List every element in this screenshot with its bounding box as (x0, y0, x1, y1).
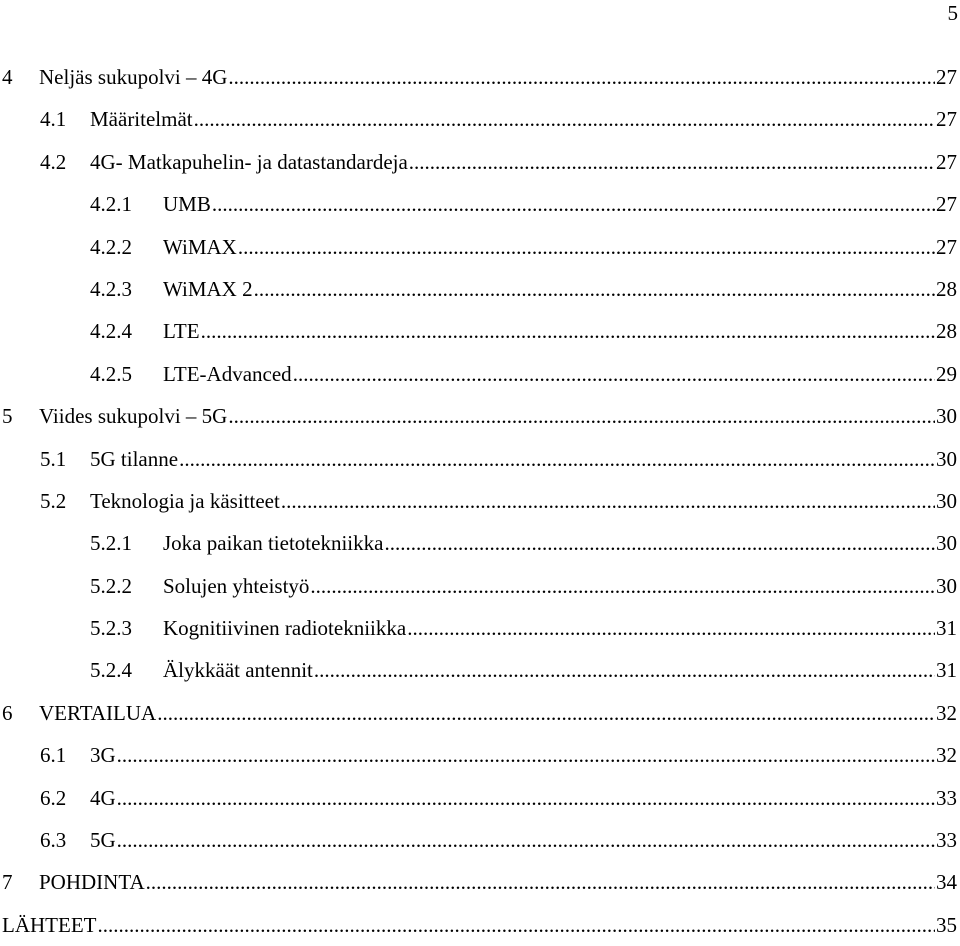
toc-entry-number: 5.2 (40, 488, 67, 513)
dot-leader (146, 861, 935, 903)
toc-entry-number: 4.2.4 (90, 319, 132, 344)
toc-entry-number: 6.3 (40, 828, 67, 853)
toc-entry[interactable] (0, 692, 957, 734)
toc-entry-title: Määritelmät (90, 107, 193, 132)
toc-entry-title: Teknologia ja käsitteet (90, 488, 280, 513)
toc-entry-number: 4.2 (40, 149, 67, 174)
toc-entry-page: 28 (936, 319, 957, 344)
dot-leader (228, 56, 935, 98)
toc-entry-page: 30 (936, 531, 957, 556)
toc-entry[interactable] (0, 438, 957, 480)
dot-leader (117, 819, 935, 861)
toc-entry[interactable] (0, 141, 957, 183)
toc-entry[interactable] (0, 56, 957, 98)
toc-entry-number: 4 (2, 65, 13, 89)
toc-entry-page: 28 (936, 276, 957, 301)
toc-entry-number: 5 (2, 404, 13, 429)
toc-entry-page: 32 (936, 700, 957, 725)
toc-entry-title: UMB (163, 192, 211, 217)
toc-entry-number: 5.2.2 (90, 573, 132, 598)
toc-entry-page: 34 (936, 870, 957, 895)
toc-entry-page: 35 (936, 912, 957, 937)
dot-leader (407, 607, 935, 649)
toc-entry-title: 4G (90, 785, 116, 810)
dot-leader (117, 734, 935, 776)
toc-entry-title: VERTAILUA (39, 700, 157, 725)
toc-entry[interactable] (0, 607, 957, 649)
dot-leader (201, 310, 935, 352)
toc-entry[interactable] (0, 861, 957, 903)
toc-entry-title: LTE-Advanced (163, 361, 292, 386)
toc-entry-page: 33 (936, 785, 957, 810)
toc-entry[interactable] (0, 183, 957, 225)
toc-entry[interactable] (0, 226, 957, 268)
toc-entry[interactable] (0, 353, 957, 395)
toc-entry-page: 30 (936, 573, 957, 598)
toc-entry-page: 33 (936, 828, 957, 853)
toc-entry-title: Kognitiivinen radiotekniikka (163, 616, 407, 641)
dot-leader (384, 522, 935, 564)
dot-leader (194, 98, 935, 140)
toc-entry[interactable] (0, 649, 957, 691)
toc-entry-title: LÄHTEET (2, 912, 97, 937)
toc-entry-number: 4.2.2 (90, 234, 132, 259)
toc-entry[interactable] (0, 98, 957, 140)
dot-leader (97, 904, 935, 946)
toc-entry[interactable] (0, 310, 957, 352)
toc-entry-title: POHDINTA (39, 870, 145, 895)
toc-entry-page: 32 (936, 743, 957, 768)
toc-entry[interactable] (0, 904, 957, 946)
toc-entry-page: 27 (936, 65, 957, 89)
toc-entry-title: 5G (90, 828, 116, 853)
toc-entry-number: 4.2.3 (90, 276, 132, 301)
toc-entry-title: WiMAX (163, 234, 237, 259)
dot-leader (228, 395, 935, 437)
page-number: 5 (947, 1, 958, 25)
dot-leader (238, 226, 935, 268)
toc-entry-page: 30 (936, 446, 957, 471)
toc-entry-page: 29 (936, 361, 957, 386)
toc-entry[interactable] (0, 268, 957, 310)
toc-entry-page: 27 (936, 149, 957, 174)
toc-entry-title: Viides sukupolvi – 5G (39, 404, 228, 429)
toc-entry-title: 3G (90, 743, 116, 768)
toc-entry-title: 4G- Matkapuhelin- ja datastandardeja (90, 149, 408, 174)
toc-entry-title: 5G tilanne (90, 446, 179, 471)
toc-entry[interactable] (0, 522, 957, 564)
dot-leader (293, 353, 935, 395)
toc-entry-number: 4.2.5 (90, 361, 132, 386)
toc-entry-number: 6 (2, 700, 13, 725)
toc-entry-page: 30 (936, 488, 957, 513)
toc-entry-page: 27 (936, 107, 957, 132)
toc-entry-number: 5.1 (40, 446, 67, 471)
table-of-contents (0, 56, 957, 946)
toc-entry-title: Neljäs sukupolvi – 4G (39, 65, 228, 89)
dot-leader (117, 777, 935, 819)
toc-entry-title: Joka paikan tietotekniikka (163, 531, 384, 556)
toc-entry-title: Solujen yhteistyö (163, 573, 310, 598)
toc-entry[interactable] (0, 734, 957, 776)
toc-entry-title: WiMAX 2 (163, 276, 253, 301)
toc-entry-number: 4.2.1 (90, 192, 132, 217)
toc-entry-page: 30 (936, 404, 957, 429)
toc-entry[interactable] (0, 777, 957, 819)
toc-entry[interactable] (0, 565, 957, 607)
dot-leader (179, 438, 935, 480)
toc-entry[interactable] (0, 480, 957, 522)
toc-entry-number: 5.2.4 (90, 658, 132, 683)
dot-leader (157, 692, 935, 734)
toc-entry-number: 6.1 (40, 743, 67, 768)
dot-leader (310, 565, 935, 607)
toc-entry-title: LTE (163, 319, 200, 344)
toc-entry-title: Älykkäät antennit (163, 658, 313, 683)
toc-entry-number: 5.2.1 (90, 531, 132, 556)
toc-entry-page: 27 (936, 234, 957, 259)
dot-leader (409, 141, 935, 183)
toc-entry-page: 31 (936, 616, 957, 641)
dot-leader (314, 649, 935, 691)
toc-entry-number: 7 (2, 870, 13, 895)
toc-entry-number: 4.1 (40, 107, 67, 132)
dot-leader (212, 183, 935, 225)
toc-entry-number: 5.2.3 (90, 616, 132, 641)
dot-leader (254, 268, 935, 310)
toc-entry[interactable] (0, 819, 957, 861)
toc-entry-page: 27 (936, 192, 957, 217)
toc-entry[interactable] (0, 395, 957, 437)
toc-entry-number: 6.2 (40, 785, 67, 810)
toc-entry-page: 31 (936, 658, 957, 683)
dot-leader (281, 480, 935, 522)
